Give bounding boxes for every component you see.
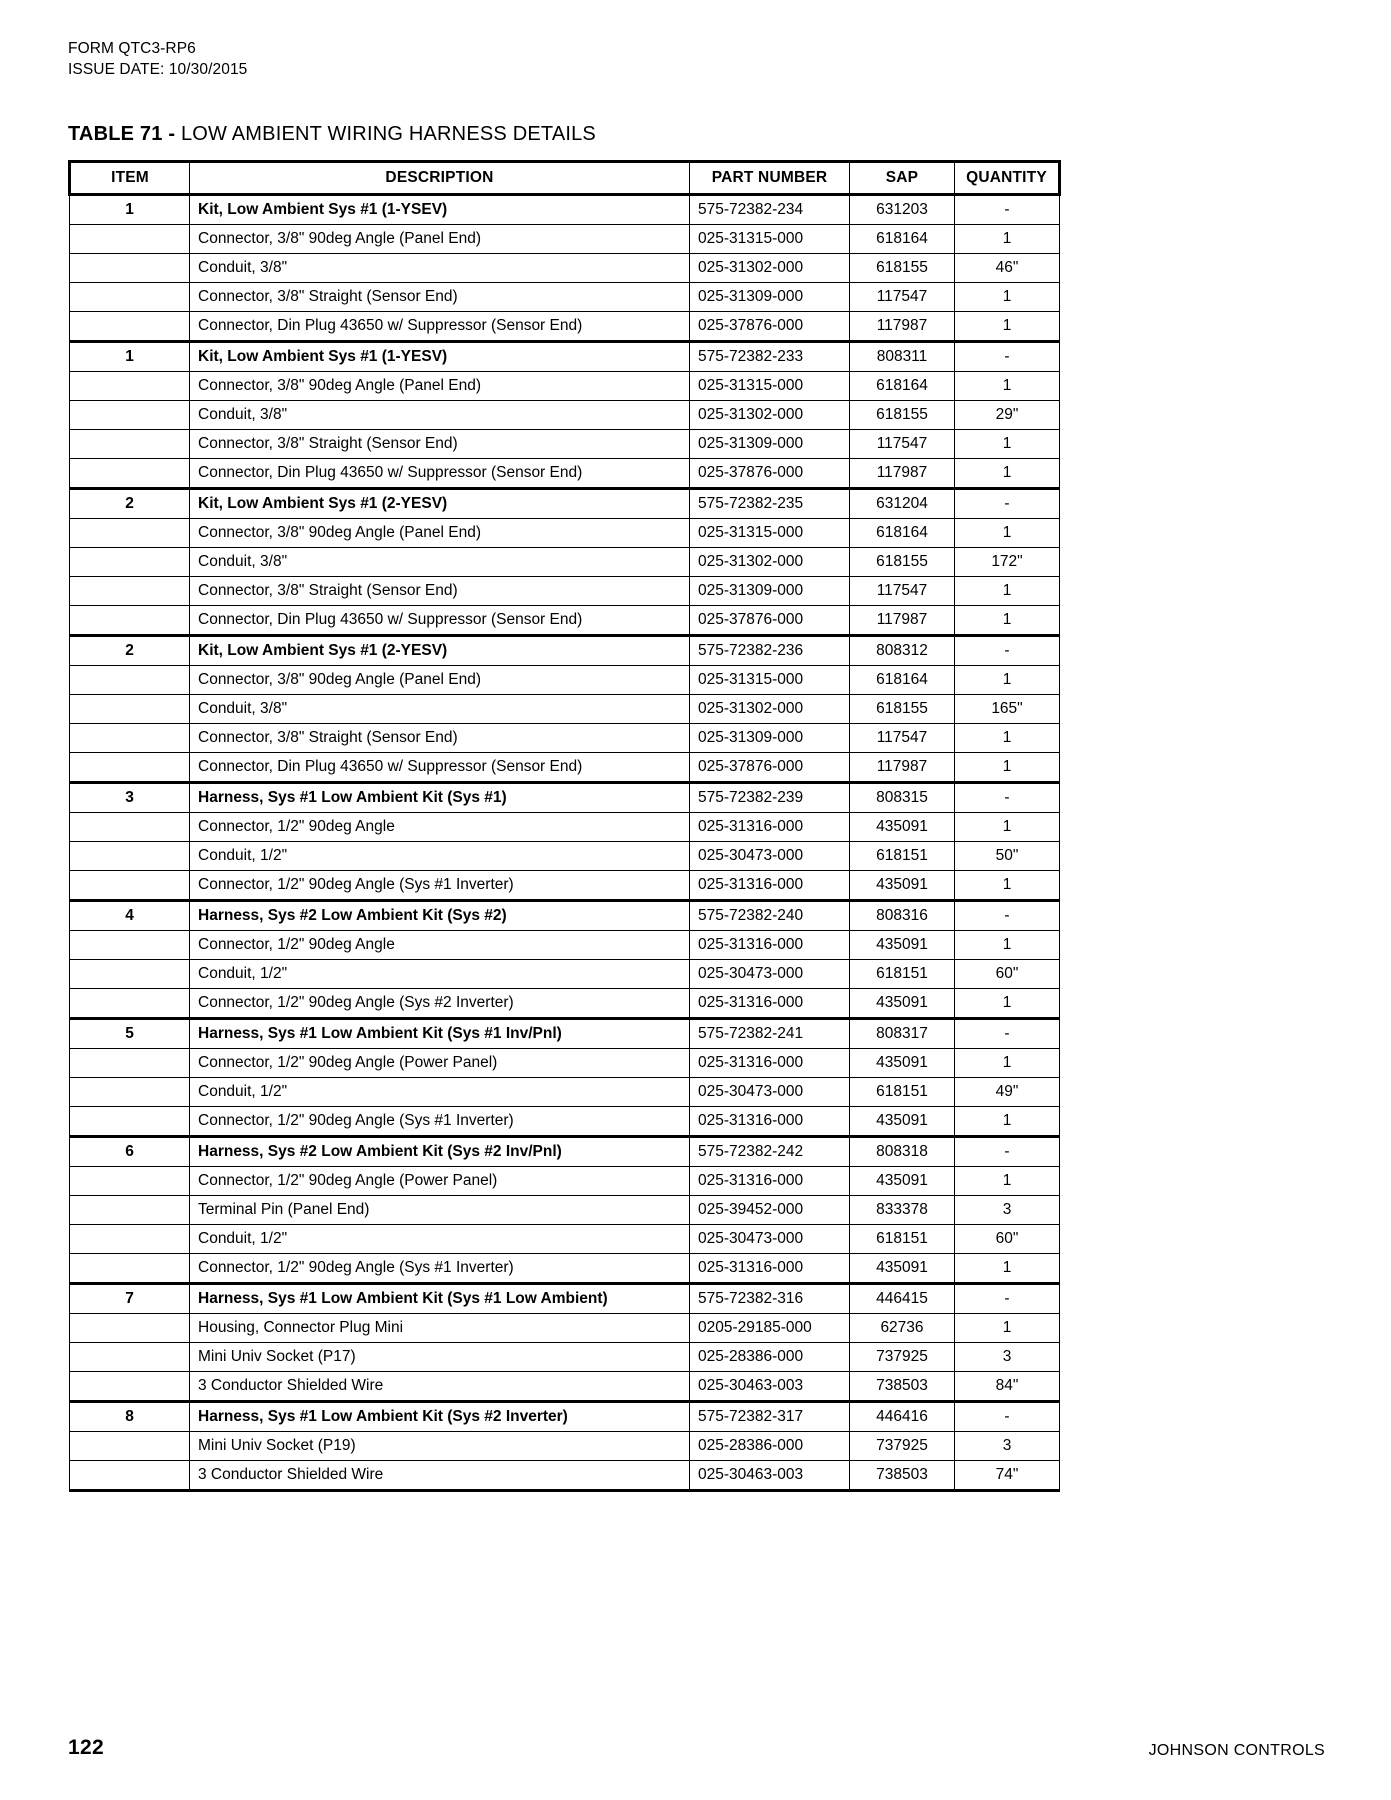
cell-description: Conduit, 1/2" bbox=[190, 959, 690, 988]
cell-sap: 618155 bbox=[850, 253, 955, 282]
cell-sap: 435091 bbox=[850, 1048, 955, 1077]
cell-description: Connector, 3/8" 90deg Angle (Panel End) bbox=[190, 665, 690, 694]
table-row bbox=[70, 1253, 1060, 1283]
cell-sap: 618164 bbox=[850, 665, 955, 694]
table-row bbox=[70, 1224, 1060, 1253]
cell-sap: 435091 bbox=[850, 1166, 955, 1195]
cell-quantity: 1 bbox=[955, 988, 1060, 1018]
column-header-quantity: QUANTITY bbox=[955, 161, 1060, 194]
document-header bbox=[68, 38, 1325, 81]
cell-sap: 435091 bbox=[850, 812, 955, 841]
cell-quantity: 1 bbox=[955, 371, 1060, 400]
cell-quantity: - bbox=[955, 1283, 1060, 1313]
cell-description: Harness, Sys #1 Low Ambient Kit (Sys #1 Inv/Pnl) bbox=[190, 1018, 690, 1048]
cell-quantity: 3 bbox=[955, 1195, 1060, 1224]
table-row bbox=[70, 694, 1060, 723]
cell-quantity: - bbox=[955, 900, 1060, 930]
table-row bbox=[70, 429, 1060, 458]
cell-description: Connector, 3/8" Straight (Sensor End) bbox=[190, 576, 690, 605]
cell-sap: 117547 bbox=[850, 282, 955, 311]
cell-quantity: - bbox=[955, 488, 1060, 518]
cell-sap: 117547 bbox=[850, 723, 955, 752]
cell-part-number: 025-31316-000 bbox=[690, 1048, 850, 1077]
table-row bbox=[70, 1342, 1060, 1371]
cell-item bbox=[70, 458, 190, 488]
column-header-item: ITEM bbox=[70, 161, 190, 194]
cell-description: Connector, 3/8" 90deg Angle (Panel End) bbox=[190, 224, 690, 253]
table-title bbox=[68, 123, 1325, 146]
cell-sap: 618155 bbox=[850, 694, 955, 723]
cell-part-number: 025-31315-000 bbox=[690, 518, 850, 547]
table-row bbox=[70, 253, 1060, 282]
cell-item bbox=[70, 988, 190, 1018]
cell-description: Harness, Sys #1 Low Ambient Kit (Sys #2 Inverter) bbox=[190, 1401, 690, 1431]
cell-description: Harness, Sys #2 Low Ambient Kit (Sys #2 Inv/Pnl) bbox=[190, 1136, 690, 1166]
cell-sap: 62736 bbox=[850, 1313, 955, 1342]
cell-description: Connector, 3/8" Straight (Sensor End) bbox=[190, 723, 690, 752]
cell-quantity: 1 bbox=[955, 1313, 1060, 1342]
table-row bbox=[70, 959, 1060, 988]
cell-part-number: 025-31315-000 bbox=[690, 371, 850, 400]
brand-name: JOHNSON CONTROLS bbox=[1148, 1742, 1325, 1759]
table-row bbox=[70, 723, 1060, 752]
table-row bbox=[70, 1313, 1060, 1342]
cell-item: 6 bbox=[70, 1136, 190, 1166]
cell-part-number: 025-30473-000 bbox=[690, 959, 850, 988]
table-row bbox=[70, 1460, 1060, 1490]
cell-item bbox=[70, 1195, 190, 1224]
cell-description: Kit, Low Ambient Sys #1 (2-YESV) bbox=[190, 635, 690, 665]
cell-quantity: 29" bbox=[955, 400, 1060, 429]
cell-sap: 618155 bbox=[850, 547, 955, 576]
cell-quantity: - bbox=[955, 635, 1060, 665]
cell-sap: 631204 bbox=[850, 488, 955, 518]
cell-sap: 618155 bbox=[850, 400, 955, 429]
cell-description: 3 Conductor Shielded Wire bbox=[190, 1371, 690, 1401]
cell-part-number: 025-37876-000 bbox=[690, 605, 850, 635]
cell-quantity: 1 bbox=[955, 930, 1060, 959]
cell-item bbox=[70, 1342, 190, 1371]
cell-item bbox=[70, 841, 190, 870]
cell-item: 3 bbox=[70, 782, 190, 812]
cell-item bbox=[70, 282, 190, 311]
table-row bbox=[70, 665, 1060, 694]
cell-part-number: 025-30473-000 bbox=[690, 1077, 850, 1106]
document-footer bbox=[68, 1736, 1325, 1760]
cell-part-number: 025-30473-000 bbox=[690, 1224, 850, 1253]
table-header-row bbox=[70, 161, 1060, 194]
cell-description: 3 Conductor Shielded Wire bbox=[190, 1460, 690, 1490]
table-row bbox=[70, 224, 1060, 253]
cell-quantity: 1 bbox=[955, 518, 1060, 547]
cell-sap: 808317 bbox=[850, 1018, 955, 1048]
table-row bbox=[70, 1077, 1060, 1106]
cell-part-number: 025-31302-000 bbox=[690, 694, 850, 723]
cell-sap: 117987 bbox=[850, 311, 955, 341]
table-row bbox=[70, 1166, 1060, 1195]
cell-quantity: 1 bbox=[955, 723, 1060, 752]
cell-part-number: 025-28386-000 bbox=[690, 1431, 850, 1460]
cell-part-number: 025-31302-000 bbox=[690, 253, 850, 282]
cell-sap: 618151 bbox=[850, 841, 955, 870]
cell-part-number: 025-31315-000 bbox=[690, 224, 850, 253]
cell-item: 5 bbox=[70, 1018, 190, 1048]
cell-part-number: 025-31309-000 bbox=[690, 282, 850, 311]
cell-description: Housing, Connector Plug Mini bbox=[190, 1313, 690, 1342]
cell-quantity: - bbox=[955, 341, 1060, 371]
cell-sap: 435091 bbox=[850, 870, 955, 900]
cell-item bbox=[70, 605, 190, 635]
cell-quantity: 49" bbox=[955, 1077, 1060, 1106]
cell-item bbox=[70, 1077, 190, 1106]
cell-description: Connector, 1/2" 90deg Angle (Power Panel) bbox=[190, 1166, 690, 1195]
cell-item: 7 bbox=[70, 1283, 190, 1313]
cell-item bbox=[70, 1048, 190, 1077]
cell-sap: 435091 bbox=[850, 1106, 955, 1136]
cell-description: Connector, Din Plug 43650 w/ Suppressor (Sensor End) bbox=[190, 752, 690, 782]
cell-part-number: 025-31316-000 bbox=[690, 930, 850, 959]
form-identifier: FORM QTC3-RP6 bbox=[68, 40, 196, 57]
cell-part-number: 025-31316-000 bbox=[690, 1253, 850, 1283]
column-header-description: DESCRIPTION bbox=[190, 161, 690, 194]
cell-description: Harness, Sys #2 Low Ambient Kit (Sys #2) bbox=[190, 900, 690, 930]
cell-item bbox=[70, 930, 190, 959]
cell-description: Connector, 1/2" 90deg Angle (Sys #2 Inverter) bbox=[190, 988, 690, 1018]
cell-description: Conduit, 1/2" bbox=[190, 1077, 690, 1106]
cell-part-number: 025-31309-000 bbox=[690, 723, 850, 752]
table-group-row bbox=[70, 635, 1060, 665]
cell-quantity: 3 bbox=[955, 1342, 1060, 1371]
cell-quantity: 60" bbox=[955, 1224, 1060, 1253]
cell-sap: 738503 bbox=[850, 1460, 955, 1490]
cell-quantity: - bbox=[955, 194, 1060, 224]
cell-quantity: 1 bbox=[955, 224, 1060, 253]
cell-sap: 808312 bbox=[850, 635, 955, 665]
cell-part-number: 575-72382-239 bbox=[690, 782, 850, 812]
table-row bbox=[70, 1371, 1060, 1401]
low-ambient-wiring-harness-table bbox=[68, 160, 1061, 1492]
cell-quantity: 1 bbox=[955, 605, 1060, 635]
cell-sap: 435091 bbox=[850, 1253, 955, 1283]
cell-description: Harness, Sys #1 Low Ambient Kit (Sys #1 Low Ambient) bbox=[190, 1283, 690, 1313]
cell-item bbox=[70, 547, 190, 576]
cell-description: Connector, Din Plug 43650 w/ Suppressor (Sensor End) bbox=[190, 458, 690, 488]
table-row bbox=[70, 1048, 1060, 1077]
cell-description: Conduit, 3/8" bbox=[190, 547, 690, 576]
table-row bbox=[70, 1195, 1060, 1224]
cell-description: Connector, 1/2" 90deg Angle (Sys #1 Inverter) bbox=[190, 1253, 690, 1283]
cell-description: Conduit, 1/2" bbox=[190, 1224, 690, 1253]
cell-part-number: 025-30463-003 bbox=[690, 1460, 850, 1490]
cell-description: Connector, 1/2" 90deg Angle bbox=[190, 930, 690, 959]
cell-item bbox=[70, 1106, 190, 1136]
cell-item: 2 bbox=[70, 635, 190, 665]
cell-part-number: 575-72382-317 bbox=[690, 1401, 850, 1431]
table-group-row bbox=[70, 1283, 1060, 1313]
cell-item: 8 bbox=[70, 1401, 190, 1431]
cell-sap: 631203 bbox=[850, 194, 955, 224]
cell-item bbox=[70, 429, 190, 458]
cell-description: Terminal Pin (Panel End) bbox=[190, 1195, 690, 1224]
cell-sap: 618164 bbox=[850, 518, 955, 547]
table-row bbox=[70, 988, 1060, 1018]
cell-quantity: 1 bbox=[955, 752, 1060, 782]
cell-sap: 618151 bbox=[850, 1077, 955, 1106]
issue-date: ISSUE DATE: 10/30/2015 bbox=[68, 61, 248, 79]
cell-sap: 117987 bbox=[850, 752, 955, 782]
cell-item bbox=[70, 870, 190, 900]
cell-quantity: 1 bbox=[955, 665, 1060, 694]
table-group-row bbox=[70, 341, 1060, 371]
cell-item bbox=[70, 311, 190, 341]
cell-item bbox=[70, 752, 190, 782]
table-row bbox=[70, 547, 1060, 576]
cell-quantity: 1 bbox=[955, 429, 1060, 458]
cell-item bbox=[70, 224, 190, 253]
cell-part-number: 0205-29185-000 bbox=[690, 1313, 850, 1342]
table-row bbox=[70, 311, 1060, 341]
cell-item: 2 bbox=[70, 488, 190, 518]
cell-description: Mini Univ Socket (P19) bbox=[190, 1431, 690, 1460]
cell-quantity: 172" bbox=[955, 547, 1060, 576]
cell-part-number: 025-31316-000 bbox=[690, 1106, 850, 1136]
cell-description: Kit, Low Ambient Sys #1 (1-YESV) bbox=[190, 341, 690, 371]
cell-part-number: 025-31309-000 bbox=[690, 576, 850, 605]
page-number: 122 bbox=[68, 1736, 104, 1759]
cell-sap: 117987 bbox=[850, 605, 955, 635]
cell-item bbox=[70, 1253, 190, 1283]
table-row bbox=[70, 400, 1060, 429]
cell-item: 1 bbox=[70, 341, 190, 371]
cell-quantity: 46" bbox=[955, 253, 1060, 282]
cell-sap: 737925 bbox=[850, 1431, 955, 1460]
cell-item bbox=[70, 812, 190, 841]
cell-part-number: 025-31309-000 bbox=[690, 429, 850, 458]
cell-item bbox=[70, 959, 190, 988]
table-row bbox=[70, 812, 1060, 841]
cell-quantity: 3 bbox=[955, 1431, 1060, 1460]
cell-sap: 117547 bbox=[850, 576, 955, 605]
cell-description: Harness, Sys #1 Low Ambient Kit (Sys #1) bbox=[190, 782, 690, 812]
cell-part-number: 025-31316-000 bbox=[690, 988, 850, 1018]
cell-description: Mini Univ Socket (P17) bbox=[190, 1342, 690, 1371]
table-row bbox=[70, 841, 1060, 870]
cell-sap: 446416 bbox=[850, 1401, 955, 1431]
cell-description: Connector, 1/2" 90deg Angle (Sys #1 Inverter) bbox=[190, 1106, 690, 1136]
cell-quantity: 1 bbox=[955, 870, 1060, 900]
cell-description: Connector, 1/2" 90deg Angle (Sys #1 Inverter) bbox=[190, 870, 690, 900]
cell-part-number: 575-72382-235 bbox=[690, 488, 850, 518]
cell-description: Connector, Din Plug 43650 w/ Suppressor (Sensor End) bbox=[190, 311, 690, 341]
cell-item bbox=[70, 1224, 190, 1253]
cell-quantity: 74" bbox=[955, 1460, 1060, 1490]
cell-item bbox=[70, 1166, 190, 1195]
table-row bbox=[70, 1106, 1060, 1136]
cell-sap: 618164 bbox=[850, 224, 955, 253]
cell-part-number: 575-72382-241 bbox=[690, 1018, 850, 1048]
cell-sap: 738503 bbox=[850, 1371, 955, 1401]
cell-part-number: 025-37876-000 bbox=[690, 311, 850, 341]
cell-quantity: 1 bbox=[955, 576, 1060, 605]
cell-sap: 808311 bbox=[850, 341, 955, 371]
cell-sap: 618164 bbox=[850, 371, 955, 400]
cell-quantity: 165" bbox=[955, 694, 1060, 723]
cell-item bbox=[70, 1431, 190, 1460]
cell-sap: 618151 bbox=[850, 1224, 955, 1253]
cell-sap: 833378 bbox=[850, 1195, 955, 1224]
cell-part-number: 575-72382-233 bbox=[690, 341, 850, 371]
cell-item: 1 bbox=[70, 194, 190, 224]
cell-quantity: 60" bbox=[955, 959, 1060, 988]
table-row bbox=[70, 605, 1060, 635]
cell-part-number: 025-37876-000 bbox=[690, 458, 850, 488]
cell-item bbox=[70, 723, 190, 752]
cell-part-number: 025-31316-000 bbox=[690, 812, 850, 841]
cell-sap: 808316 bbox=[850, 900, 955, 930]
table-title-text: LOW AMBIENT WIRING HARNESS DETAILS bbox=[175, 122, 596, 145]
table-group-row bbox=[70, 900, 1060, 930]
cell-description: Connector, 1/2" 90deg Angle (Power Panel) bbox=[190, 1048, 690, 1077]
table-row bbox=[70, 576, 1060, 605]
cell-sap: 117987 bbox=[850, 458, 955, 488]
cell-part-number: 025-39452-000 bbox=[690, 1195, 850, 1224]
cell-quantity: 1 bbox=[955, 1253, 1060, 1283]
cell-sap: 435091 bbox=[850, 930, 955, 959]
column-header-sap: SAP bbox=[850, 161, 955, 194]
cell-item bbox=[70, 371, 190, 400]
cell-description: Connector, Din Plug 43650 w/ Suppressor (Sensor End) bbox=[190, 605, 690, 635]
cell-quantity: 1 bbox=[955, 1106, 1060, 1136]
cell-description: Connector, 3/8" Straight (Sensor End) bbox=[190, 429, 690, 458]
cell-item bbox=[70, 1313, 190, 1342]
table-group-row bbox=[70, 1401, 1060, 1431]
cell-sap: 435091 bbox=[850, 988, 955, 1018]
cell-quantity: 1 bbox=[955, 311, 1060, 341]
cell-description: Kit, Low Ambient Sys #1 (1-YSEV) bbox=[190, 194, 690, 224]
cell-quantity: 1 bbox=[955, 1048, 1060, 1077]
cell-part-number: 025-31302-000 bbox=[690, 547, 850, 576]
cell-sap: 618151 bbox=[850, 959, 955, 988]
cell-description: Connector, 1/2" 90deg Angle bbox=[190, 812, 690, 841]
table-row bbox=[70, 870, 1060, 900]
table-header bbox=[70, 161, 1060, 194]
cell-part-number: 575-72382-234 bbox=[690, 194, 850, 224]
cell-part-number: 025-31316-000 bbox=[690, 870, 850, 900]
table-group-row bbox=[70, 782, 1060, 812]
table-row bbox=[70, 371, 1060, 400]
cell-part-number: 025-30463-003 bbox=[690, 1371, 850, 1401]
cell-part-number: 025-31316-000 bbox=[690, 1166, 850, 1195]
cell-part-number: 025-28386-000 bbox=[690, 1342, 850, 1371]
cell-item bbox=[70, 1371, 190, 1401]
cell-sap: 737925 bbox=[850, 1342, 955, 1371]
cell-item bbox=[70, 518, 190, 547]
cell-quantity: 1 bbox=[955, 282, 1060, 311]
cell-part-number: 575-72382-240 bbox=[690, 900, 850, 930]
table-body bbox=[70, 194, 1060, 1490]
table-row bbox=[70, 458, 1060, 488]
cell-item bbox=[70, 1460, 190, 1490]
cell-quantity: 1 bbox=[955, 458, 1060, 488]
cell-part-number: 575-72382-242 bbox=[690, 1136, 850, 1166]
cell-description: Conduit, 3/8" bbox=[190, 694, 690, 723]
cell-quantity: - bbox=[955, 1018, 1060, 1048]
cell-item bbox=[70, 400, 190, 429]
table-group-row bbox=[70, 1136, 1060, 1166]
cell-quantity: 50" bbox=[955, 841, 1060, 870]
table-row bbox=[70, 518, 1060, 547]
cell-sap: 117547 bbox=[850, 429, 955, 458]
cell-item bbox=[70, 694, 190, 723]
cell-part-number: 575-72382-236 bbox=[690, 635, 850, 665]
table-title-number: TABLE 71 - bbox=[68, 122, 176, 145]
cell-sap: 446415 bbox=[850, 1283, 955, 1313]
table-row bbox=[70, 930, 1060, 959]
cell-item: 4 bbox=[70, 900, 190, 930]
cell-sap: 808315 bbox=[850, 782, 955, 812]
cell-description: Connector, 3/8" 90deg Angle (Panel End) bbox=[190, 518, 690, 547]
cell-quantity: 84" bbox=[955, 1371, 1060, 1401]
table-row bbox=[70, 1431, 1060, 1460]
cell-sap: 808318 bbox=[850, 1136, 955, 1166]
cell-quantity: 1 bbox=[955, 1166, 1060, 1195]
cell-part-number: 025-30473-000 bbox=[690, 841, 850, 870]
cell-description: Kit, Low Ambient Sys #1 (2-YESV) bbox=[190, 488, 690, 518]
cell-description: Connector, 3/8" 90deg Angle (Panel End) bbox=[190, 371, 690, 400]
cell-quantity: - bbox=[955, 782, 1060, 812]
cell-part-number: 025-31302-000 bbox=[690, 400, 850, 429]
cell-quantity: 1 bbox=[955, 812, 1060, 841]
table-row bbox=[70, 752, 1060, 782]
cell-part-number: 025-31315-000 bbox=[690, 665, 850, 694]
cell-item bbox=[70, 253, 190, 282]
cell-description: Connector, 3/8" Straight (Sensor End) bbox=[190, 282, 690, 311]
cell-item bbox=[70, 576, 190, 605]
cell-item bbox=[70, 665, 190, 694]
cell-description: Conduit, 3/8" bbox=[190, 400, 690, 429]
table-row bbox=[70, 282, 1060, 311]
column-header-part-number: PART NUMBER bbox=[690, 161, 850, 194]
table-group-row bbox=[70, 1018, 1060, 1048]
cell-part-number: 025-37876-000 bbox=[690, 752, 850, 782]
cell-description: Conduit, 1/2" bbox=[190, 841, 690, 870]
cell-description: Conduit, 3/8" bbox=[190, 253, 690, 282]
table-group-row bbox=[70, 488, 1060, 518]
cell-quantity: - bbox=[955, 1136, 1060, 1166]
table-group-row bbox=[70, 194, 1060, 224]
cell-part-number: 575-72382-316 bbox=[690, 1283, 850, 1313]
cell-quantity: - bbox=[955, 1401, 1060, 1431]
